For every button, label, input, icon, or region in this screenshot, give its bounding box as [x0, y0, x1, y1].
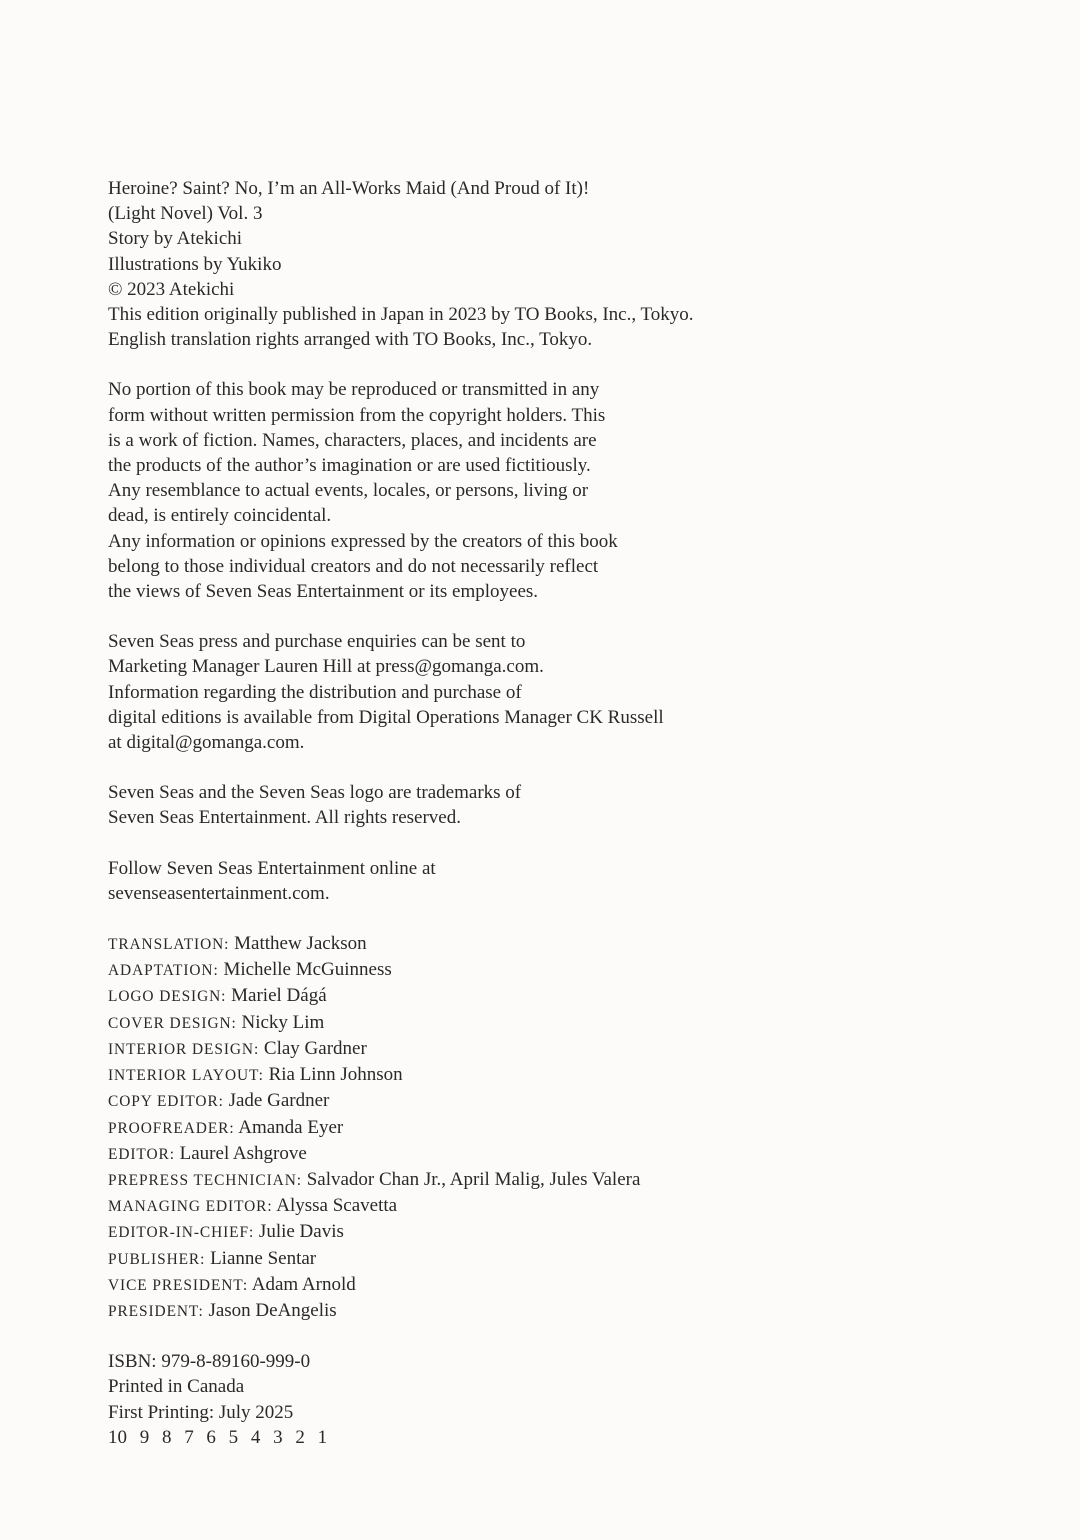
- follow-text-line: Follow Seven Seas Entertainment online at: [108, 857, 436, 879]
- volume-label: (Light Novel) Vol. 3: [108, 203, 263, 225]
- credit-row: [108, 1272, 990, 1298]
- credit-name: Lianne Sentar: [210, 1247, 317, 1269]
- trademark-text-line: Seven Seas Entertainment. All rights reserved.: [108, 807, 461, 829]
- credit-role: COPY EDITOR:: [108, 1093, 224, 1111]
- story-credit: Story by Atekichi: [108, 228, 243, 250]
- credit-name: Adam Arnold: [251, 1273, 356, 1295]
- credit-row: [108, 1141, 990, 1167]
- legal-text-line: Any information or opinions expressed by the creators of this book: [108, 530, 618, 552]
- credit-row: [108, 957, 990, 983]
- print-info-block: [108, 1349, 990, 1450]
- edition-note-line-2: English translation rights arranged with TO Books, Inc., Tokyo.: [108, 329, 593, 351]
- website-url: sevenseasentertainment.com.: [108, 882, 330, 904]
- credit-role: PREPRESS TECHNICIAN:: [108, 1171, 302, 1189]
- legal-text-line: No portion of this book may be reproduced or transmitted in any: [108, 379, 600, 401]
- first-printing: First Printing: July 2025: [108, 1401, 294, 1423]
- credit-row: [108, 1062, 990, 1088]
- illustrations-credit: Illustrations by Yukiko: [108, 253, 282, 275]
- credit-row: [108, 1010, 990, 1036]
- contact-text-line: Information regarding the distribution and purchase of: [108, 681, 522, 703]
- copyright-notice: © 2023 Atekichi: [108, 278, 235, 300]
- credit-row: [108, 1088, 990, 1114]
- credit-role: ADAPTATION:: [108, 962, 219, 980]
- credit-name: Matthew Jackson: [234, 933, 367, 955]
- credit-role: PROOFREADER:: [108, 1119, 235, 1137]
- credit-name: Nicky Lim: [241, 1011, 325, 1033]
- credit-role: TRANSLATION:: [108, 936, 230, 954]
- contact-block: [108, 629, 990, 755]
- credit-row: [108, 1246, 990, 1272]
- legal-text-line: Any resemblance to actual events, locales, or persons, living or: [108, 480, 589, 502]
- legal-text-line: the products of the author’s imagination or are used fictitiously.: [108, 455, 591, 477]
- trademark-text-line: Seven Seas and the Seven Seas logo are trademarks of: [108, 782, 522, 804]
- credit-role: LOGO DESIGN:: [108, 988, 227, 1006]
- credit-role: VICE PRESIDENT:: [108, 1276, 249, 1294]
- credit-role: EDITOR:: [108, 1145, 175, 1163]
- credit-role: EDITOR-IN-CHIEF:: [108, 1224, 255, 1242]
- credit-row: [108, 1219, 990, 1245]
- credit-row: [108, 1298, 990, 1324]
- credit-name: Salvador Chan Jr., April Malig, Jules Valera: [306, 1168, 641, 1190]
- credit-row: [108, 1193, 990, 1219]
- printed-in: Printed in Canada: [108, 1376, 245, 1398]
- book-title: Heroine? Saint? No, I’m an All-Works Maid (And Proud of It)!: [108, 178, 590, 199]
- contact-text-line: at digital@gomanga.com.: [108, 732, 305, 754]
- legal-text-line: belong to those individual creators and do not necessarily reflect: [108, 555, 599, 577]
- edition-note-line-1: This edition originally published in Japan in 2023 by TO Books, Inc., Tokyo.: [108, 304, 694, 326]
- credit-name: Mariel Dágá: [231, 985, 327, 1007]
- contact-text-line: Seven Seas press and purchase enquiries can be sent to: [108, 631, 526, 653]
- credit-name: Clay Gardner: [263, 1037, 367, 1059]
- trademark-block: [108, 780, 990, 830]
- legal-text-line: dead, is entirely coincidental.: [108, 505, 332, 527]
- credit-row: [108, 1115, 990, 1141]
- legal-text-line: the views of Seven Seas Entertainment or its employees.: [108, 581, 539, 603]
- credit-row: [108, 931, 990, 957]
- credit-name: Jason DeAngelis: [208, 1299, 337, 1321]
- credit-name: Julie Davis: [258, 1221, 344, 1243]
- credit-name: Jade Gardner: [228, 1090, 330, 1112]
- credit-role: COVER DESIGN:: [108, 1014, 237, 1032]
- isbn: ISBN: 979-8-89160-999-0: [108, 1351, 311, 1373]
- contact-text-line: digital editions is available from Digital Operations Manager CK Russell: [108, 706, 664, 728]
- credit-name: Ria Linn Johnson: [268, 1064, 403, 1086]
- credit-name: Alyssa Scavetta: [276, 1195, 398, 1217]
- legal-text-line: form without written permission from the copyright holders. This: [108, 404, 606, 426]
- credit-row: [108, 1167, 990, 1193]
- credit-name: Michelle McGuinness: [223, 959, 392, 981]
- credit-name: Laurel Ashgrove: [179, 1142, 307, 1164]
- credit-role: PUBLISHER:: [108, 1250, 206, 1268]
- credits-block: [108, 931, 990, 1324]
- contact-text-line: Marketing Manager Lauren Hill at press@gomanga.com.: [108, 656, 544, 678]
- credit-role: MANAGING EDITOR:: [108, 1198, 273, 1216]
- credit-role: PRESIDENT:: [108, 1302, 204, 1320]
- credit-name: Amanda Eyer: [238, 1116, 344, 1138]
- legal-text-line: is a work of fiction. Names, characters, places, and incidents are: [108, 429, 597, 451]
- credit-row: [108, 1036, 990, 1062]
- print-run-numbers: 10 9 8 7 6 5 4 3 2 1: [108, 1426, 328, 1448]
- credit-row: [108, 983, 990, 1009]
- title-block: [108, 176, 990, 352]
- credit-role: INTERIOR LAYOUT:: [108, 1067, 264, 1085]
- follow-block: [108, 856, 990, 906]
- legal-block: [108, 377, 990, 604]
- credit-role: INTERIOR DESIGN:: [108, 1040, 260, 1058]
